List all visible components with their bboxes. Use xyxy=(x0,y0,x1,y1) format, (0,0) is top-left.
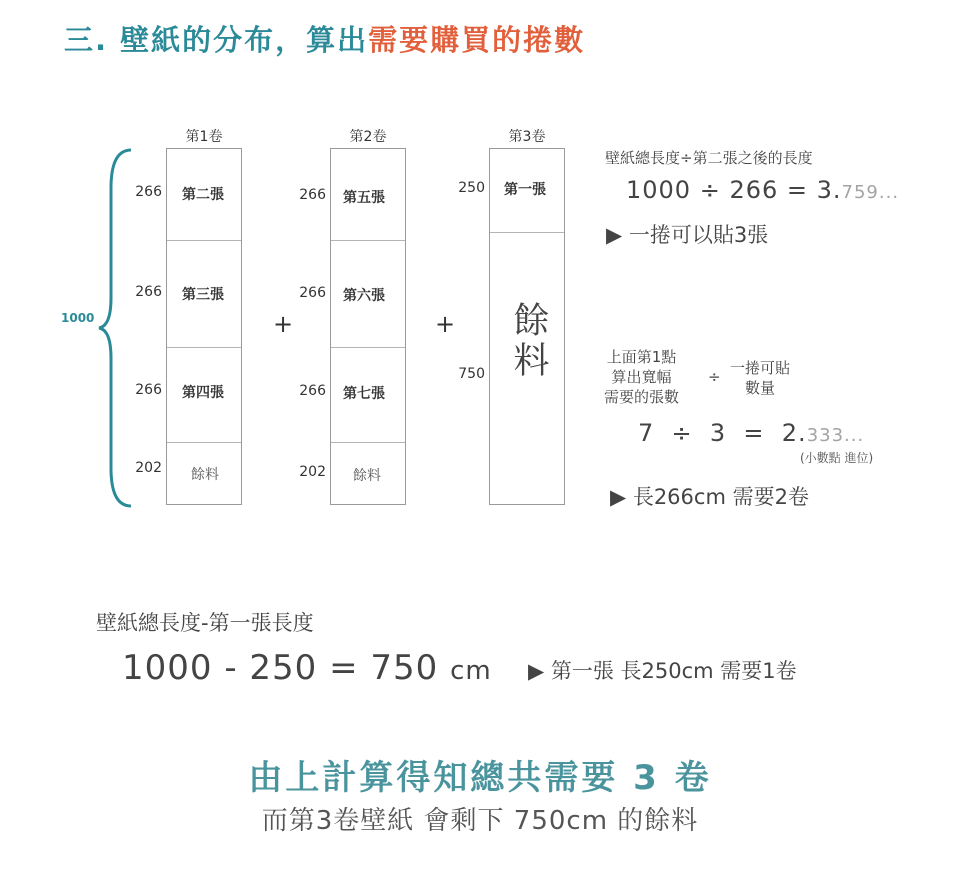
summary-subline: 而第3卷壁紙 會剩下 750cm 的餘料 xyxy=(261,806,699,836)
plus-sign: + xyxy=(273,310,294,338)
calc2-left-block xyxy=(604,347,679,407)
title-part-1: 三. 壁紙的分布，算出 xyxy=(64,23,369,57)
roll-1-remainder-label: 餘料 xyxy=(191,467,219,483)
roll-1-divider xyxy=(167,347,241,348)
roll-3-seg-2-length: 750 xyxy=(458,366,485,382)
roll-1-seg-4-length: 202 xyxy=(135,460,162,476)
calc3-result: ▶ 第一張 長250cm 需要1卷 xyxy=(528,659,797,683)
roll-2-seg-3-label: 第七張 xyxy=(343,386,385,402)
title-part-2: 需要購買的捲數 xyxy=(368,23,586,57)
section-title xyxy=(64,18,585,59)
calc2-left-line: 上面第1點 xyxy=(606,348,677,366)
roll-1-divider xyxy=(167,442,241,443)
roll-1-header: 第1卷 xyxy=(185,129,223,145)
calc2-right-block xyxy=(730,358,790,398)
roll-1-seg-2-length: 266 xyxy=(135,284,162,300)
calc1-caption: 壁紙總長度÷第二張之後的長度 xyxy=(605,149,813,167)
calc2-right-line: 數量 xyxy=(745,379,776,397)
calc1-formula-main: 1000 ÷ 266 = 3. xyxy=(626,176,842,204)
roll-2-header: 第2卷 xyxy=(349,129,387,145)
roll-3-seg-1-length: 250 xyxy=(458,180,485,196)
roll-3-divider xyxy=(490,232,564,233)
roll-2-divider xyxy=(331,240,405,241)
roll-2-divider xyxy=(331,442,405,443)
calc3-formula-unit: cm xyxy=(450,656,492,686)
total-brace xyxy=(95,148,135,508)
calc2-formula-tail: 333... xyxy=(806,425,865,446)
calc2-divide-sign: ÷ xyxy=(708,368,721,386)
roll-2-seg-1-length: 266 xyxy=(299,187,326,203)
calc1-formula xyxy=(626,176,899,204)
summary-headline: 由上計算得知總共需要 3 卷 xyxy=(248,758,712,798)
roll-2-seg-4-length: 202 xyxy=(299,464,326,480)
roll-1-seg-3-length: 266 xyxy=(135,382,162,398)
roll-2-remainder-label: 餘料 xyxy=(353,468,381,484)
brace-total-label: 1000 xyxy=(61,311,95,325)
roll-1-seg-1-label: 第二張 xyxy=(182,187,224,203)
roll-3-remainder-label: 餘料 xyxy=(508,301,549,381)
calc3-caption: 壁紙總長度-第一張長度 xyxy=(96,611,314,635)
calc2-formula xyxy=(638,419,864,447)
plus-sign: + xyxy=(435,310,456,338)
roll-3-header: 第3卷 xyxy=(508,129,546,145)
calc3-formula-main: 1000 - 250 = 750 xyxy=(122,648,439,688)
roll-2-seg-2-label: 第六張 xyxy=(343,288,385,304)
calc2-result: ▶ 長266cm 需要2卷 xyxy=(610,485,809,509)
calc2-note: (小數點 進位) xyxy=(800,451,874,465)
roll-2-seg-3-length: 266 xyxy=(299,383,326,399)
roll-2-seg-2-length: 266 xyxy=(299,285,326,301)
roll-3-seg-1-label: 第一張 xyxy=(504,182,546,198)
roll-1-seg-3-label: 第四張 xyxy=(182,385,224,401)
roll-2-divider xyxy=(331,347,405,348)
roll-2 xyxy=(330,148,406,505)
calc2-formula-main: 7 ÷ 3 = 2. xyxy=(638,419,807,447)
roll-1-seg-2-label: 第三張 xyxy=(182,287,224,303)
calc2-left-line: 需要的張數 xyxy=(604,388,680,406)
roll-3 xyxy=(489,148,565,505)
roll-1 xyxy=(166,148,242,505)
calc1-formula-tail: 759... xyxy=(841,182,900,203)
calc1-result: ▶ 一捲可以貼3張 xyxy=(606,223,769,247)
roll-1-seg-1-length: 266 xyxy=(135,184,162,200)
roll-1-divider xyxy=(167,240,241,241)
calc2-right-line: 一捲可貼 xyxy=(730,359,791,377)
calc3-formula xyxy=(122,648,492,688)
roll-2-seg-1-label: 第五張 xyxy=(343,190,385,206)
calc2-left-line: 算出寬幅 xyxy=(611,368,672,386)
